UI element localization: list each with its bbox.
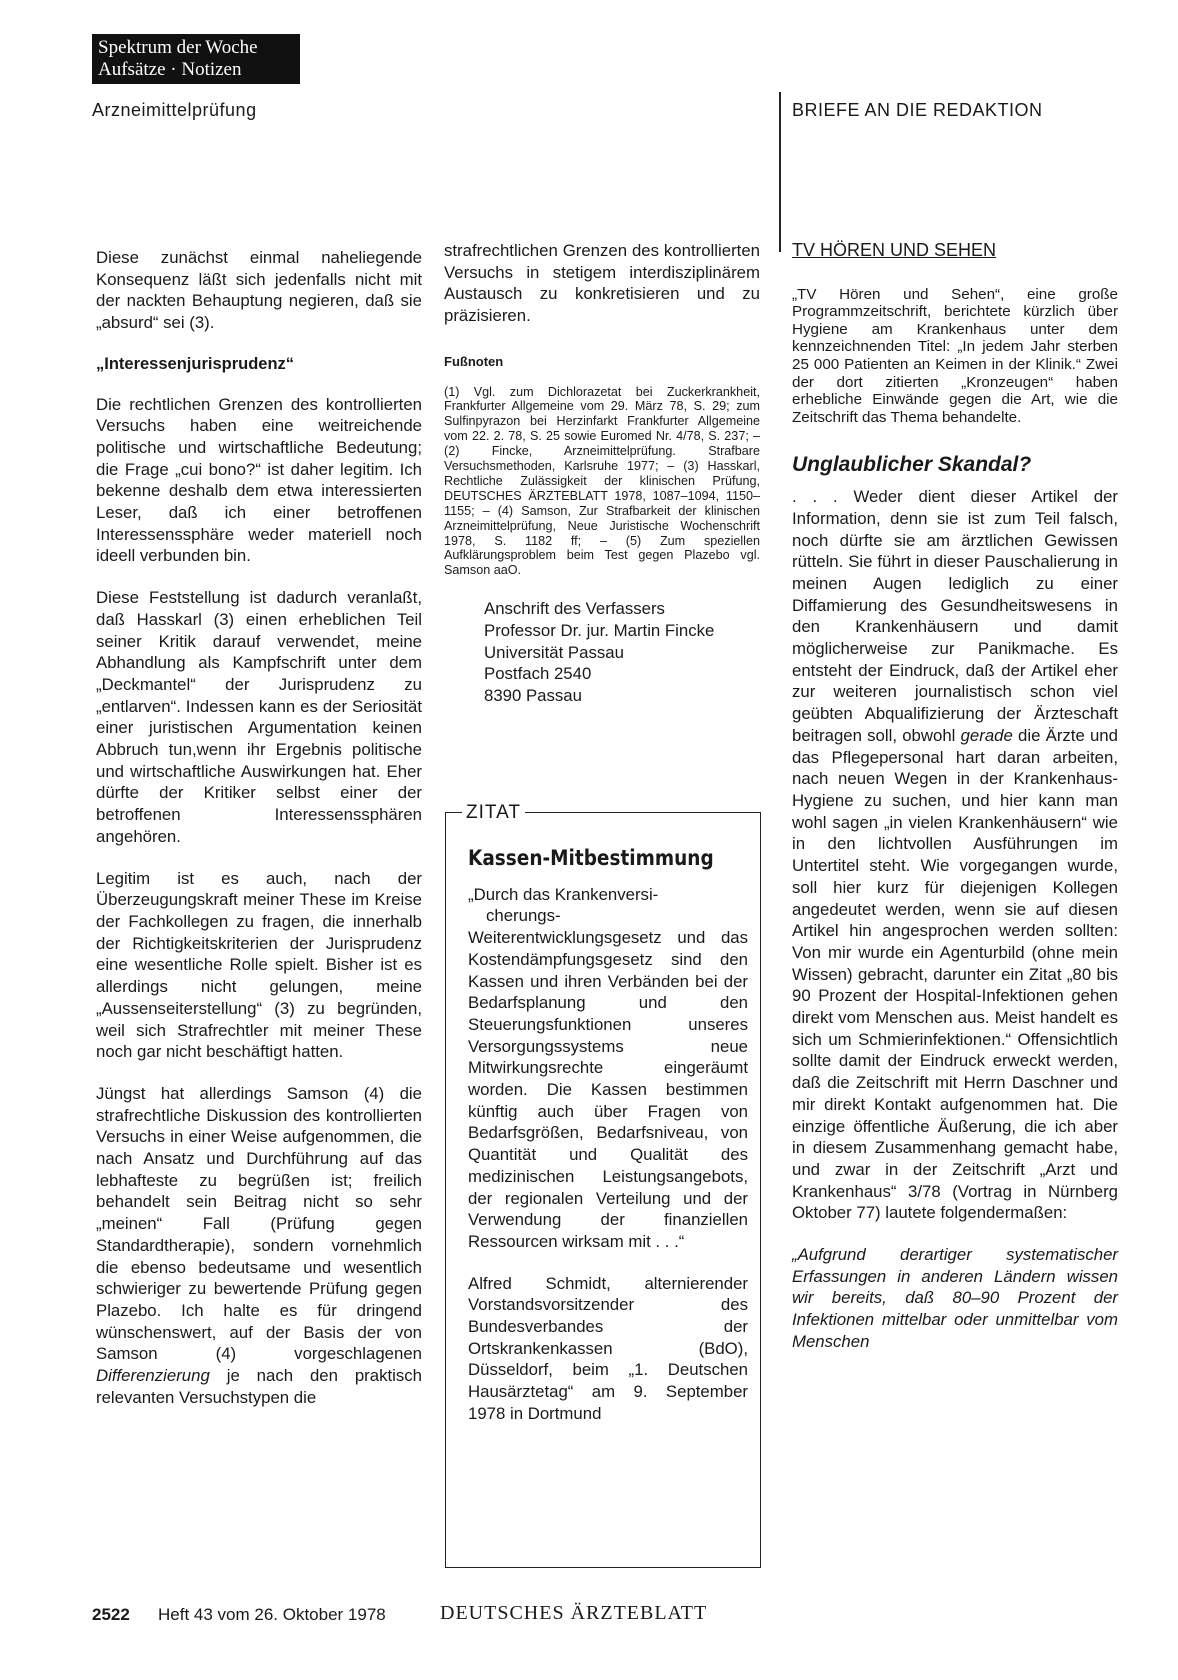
emphasis: gerade [960,725,1013,745]
left-section-title: Arzneimittelprüfung [92,100,257,120]
paragraph: Die rechtlichen Grenzen des kontrollierten Versuchs haben eine weitreichende politische und wirtschaftliche Bedeutung; die Frage „cui bono?“ ist daher legitim. Ich bekenne deshalb dem etwa interessierten Leser, daß ich einer betroffenen Interessenssphäre weder materiell noch ideell verbunden bin. [96,394,422,566]
paragraph [792,486,1118,1224]
quote-box-label: ZITAT [462,802,525,824]
address-line: Postfach 2540 [484,664,592,684]
paragraph: strafrechtlichen Grenzen des kontrollierten Versuchs in stetigem interdisziplinärem Austausch zu konkretisieren und zu präzisieren. [444,241,760,326]
letter-title: Unglaublicher Skandal? [792,453,1032,477]
page-number: 2522 [92,1605,130,1624]
quote-title: Kassen-Mitbestimmung [468,846,714,870]
address-line: Professor Dr. jur. Martin Fincke [484,621,715,640]
right-section-title: BRIEFE AN DIE REDAKTION [792,100,1043,120]
address-line: 8390 Passau [484,686,582,706]
header-divider [779,92,781,252]
letter-heading: TV HÖREN UND SEHEN [792,240,997,260]
footnotes: (1) Vgl. zum Dichlorazetat bei Zuckerkrankheit, Frankfurter Allgemeine vom 29. März 78, S. 29; zum Sulfinpyrazon bei Herzinfarkt Frankfurter Allgemeine vom 22. 2. 78, S. 25 sowie Euromed Nr. 4/78, S. 237; – (2) Fincke, Arzneimittelprüfung. Strafbare Versuchsmethoden, Karlsruhe 1977; – (3) Hasskarl, Rechtliche Zulässigkeit der klinischen Prüfung, DEUTSCHES ÄRZTEBLATT 1978, 1087–1094, 1150–1155; – (4) Samson, Zur Strafbarkeit der klinischen Arzneimittelprüfung, Neue Juristische Wochenschrift 1978, S. 1182 ff; – (5) Zum speziellen Aufklärungsproblem beim Test gegen Plazebo vgl. Samson aaO. [444,384,760,578]
article-column-2 [444,240,760,707]
article-column-1 [96,247,422,1408]
paragraph-text: Jüngst hat allerdings Samson (4) die strafrechtliche Diskussion des kontrollierten Versuchs in einer Weise aufgenommen, die nach Ansatz und Durchführung auf das lebhafteste zu begrüßen ist; freilich behandelt sein Beitrag nicht so sehr „meinen“ Fall (Prüfung gegen Standardtherapie), sondern vornehmlich die ebenso bedeutsame und wesentlich schwieriger zu bewertende Prüfung gegen Plazebo. Ich halte es für dringend wünschenswert, auf der Basis der von Samson (4) vorgeschlagenen [96,1083,422,1364]
paragraph-text: je nach den praktisch relevanten Versuchstypen die [96,1366,422,1407]
emphasis: Differenzierung [96,1366,210,1386]
author-address [484,598,760,707]
issue-info: Heft 43 vom 26. Oktober 1978 [158,1605,386,1624]
address-line: Anschrift des Verfassers [484,599,665,619]
quote-text [468,905,748,1252]
paragraph: Diese Feststellung ist dadurch veranlaßt, daß Hasskarl (3) einen erheblichen Teil seiner Kritik darauf verwendet, meine Abhandlung als Kampfschrift unter dem „Deckmantel“ der Jurisprudenz zu „entlarven“. Indessen kann es der Seriosität einer juristischen Argumentation keinen Abbruch tun,wenn ihr Ergebnis politische und wirtschaftliche Auswirkungen hat. Eher dürfte der Kritiker selbst einer der betroffenen Interessenssphären angehören. [96,588,422,846]
subheading: „Interessenjurisprudenz“ [96,354,295,373]
paragraph: Legitim ist es auch, nach der Überzeugungskraft meiner These im Kreise der Fachkollegen zu fragen, die innerhalb der Richtigkeitskriterien der Jurisprudenz eine wesentliche Rolle spielt. Bisher ist es allerdings nicht gelungen, meine „Aussenseiterstellung“ (3) zu begründen, weil sich Strafrechtler mit meiner These noch gar nicht beschäftigt hatten. [96,868,422,1062]
paragraph [96,1083,422,1409]
badge-line-1: Spektrum der Woche [98,37,258,58]
paragraph: Diese zunächst einmal naheliegende Konsequenz läßt sich jedenfalls nicht mit der nackten Behauptung negieren, daß sie „absurd“ sei (3). [96,248,422,333]
quote-text-body: cherungs-Weiterentwicklungsgesetz und das Kostendämpfungsgesetz sind den Kassen und ihren Verbänden bei der Bedarfsplanung und den Steuerungsfunktionen unseres Versorgungssystems neue Mitwirkungsrechte eingeräumt worden. Die Kassen bestimmen künftig auch über Fragen von Bedarfsgrößen, Bedarfsniveau, von Quantität und Qualität des medizinischen Leistungsangebots, der regionalen Verteilung und der Verwendung der finanziellen Ressourcen wirksam mit . . .“ [468,906,748,1251]
magazine-name: DEUTSCHES ÄRZTEBLATT [440,1602,708,1624]
letter-intro: „TV Hören und Sehen“, eine große Programmzeitschrift, berichtete kürzlich über Hygiene am Krankenhaus unter dem kennzeichnenden Titel: „In jedem Jahr sterben 25 000 Patienten an Keimen in der Klinik.“ Zwei der dort zitierten „Kronzeugen“ haben erhebliche Einwände gegen die Art, wie die Zeitschrift das Thema behandelte. [792,285,1118,426]
paragraph-text: . . . Weder dient dieser Artikel der Information, denn sie ist zum Teil falsch, noch dürfte sie am ärztlichen Gewissen rütteln. Sie führt in dieser Pauschalierung in meinen Augen lediglich zu einer Diffamierung des Gesundheitswesens in den Krankenhäusern und damit möglicherweise zur Panikmache. Es entsteht der Eindruck, daß der Artikel eher zur weiteren journalistisch schon viel geübten Abqualifizierung der Ärzteschaft beitragen soll, obwohl [792,487,1118,745]
footnotes-title: Fußnoten [444,353,504,369]
letters-column [792,240,1118,1353]
quote-box-content [468,848,748,1425]
quote-first-line: „Durch das Krankenversi- [468,884,659,904]
section-badge [92,34,300,84]
paragraph-text: die Ärzte und das Pflegepersonal hart daran arbeiten, nach neuen Wegen in der Krankenhaus-Hygiene zu suchen, und hier kann man wohl sagen „in vielen Krankenhäusern“ wie in den lichtvollen Ausführungen im Untertitel steht. Wie vorgegangen wurde, soll hier kurz für diejenigen Kollegen angedeutet werden, wenn sie auf diesen Artikel hin angesprochen werden sollten: Von mir wurde ein Agenturbild (ohne mein Wissen) gebracht, darunter ein Zitat „80 bis 90 Prozent der Hospital-Infektionen gehen direkt vom Menschen aus. Meist handelt es sich um Schmierinfektionen.“ Offensichtlich sollte damit der Eindruck erweckt werden, daß die Zeitschrift mit Herrn Daschner und mir direkt Kontakt aufgenommen hat. Die einzige öffentliche Äußerung, die ich aber in diesem Zusammenhang gemacht habe, und zwar in der Zeitschrift „Arzt und Krankenhaus“ 3/78 (Vortrag in Nürnberg Oktober 77) lautete folgendermaßen: [792,725,1118,1223]
quoted-paragraph: „Aufgrund derartiger systematischer Erfassungen in anderen Ländern wissen wir bereits, daß 80–90 Prozent der Infektionen mittelbar oder unmittelbar vom Menschen [792,1245,1118,1351]
badge-line-2: Aufsätze · Notizen [98,59,242,80]
address-line: Universität Passau [484,642,624,662]
quote-attribution: Alfred Schmidt, alternierender Vorstandsvorsitzender des Bundesverbandes der Ortskrankenkassen (BdO), Düsseldorf, beim „1. Deutschen Hausärztetag“ am 9. September 1978 in Dortmund [468,1273,748,1423]
